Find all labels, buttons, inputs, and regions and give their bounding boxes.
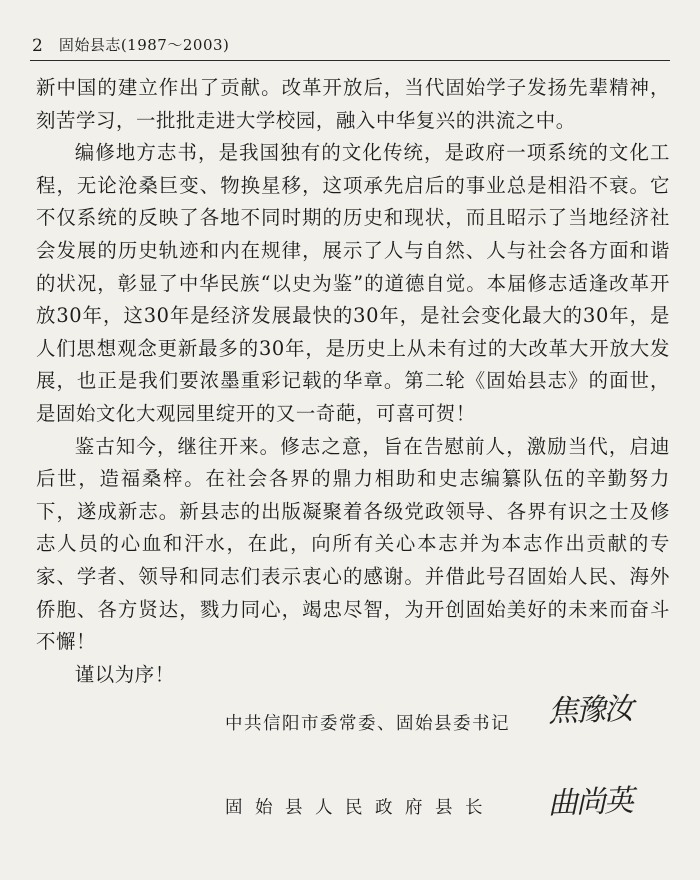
paragraph: 鉴古知今，继往开来。修志之意，旨在告慰前人，激励当代，启迪后世，造福桑梓。在社会各界的鼎力相助和史志编纂队伍的辛勤努力下，遂成新志。新县志的出版凝聚着各级党政领导、各界有识之士及修志人员的心血和汗水，在此，向所有关心本志并为本志作出贡献的专家、学者、领导和同志们表示衷心的感谢。并借此号召固始人民、海外侨胞、各方贤达，戮力同心，竭忠尽智，为开创固始美好的未来而奋斗不懈！: [36, 434, 670, 654]
signatory-title: 固始县人民政府县长: [225, 798, 495, 818]
paragraph-continued: 新中国的建立作出了贡献。改革开放后，当代固始学子发扬先辈精神，刻苦学习，一批批走进大学校园，融入中华复兴的洪流之中。: [36, 76, 670, 132]
running-header: [30, 32, 670, 61]
signatory-title: 中共信阳市委常委、固始县委书记: [225, 714, 510, 734]
paragraph: 编修地方志书，是我国独有的文化传统，是政府一项系统的文化工程，无论沧桑巨变、物换星移，这项承先启后的事业总是相沿不衰。它不仅系统的反映了各地不同时期的历史和现状，而且昭示了当地经济社会发展的历史轨迹和内在规律，展示了人与自然、人与社会各方面和谐的状况，彰显了中华民族“以史为鉴”的道德自觉。本届修志适逢改革开放30年，这30年是经济发展最快的30年，是社会变化最大的30年，是人们思想观念更新最多的30年，是历史上从未有过的大改革大开放大发展，也正是我们要浓墨重彩记载的华章。第二轮《固始县志》的面世，是固始文化大观园里绽开的又一奇葩，可喜可贺！: [36, 141, 670, 425]
signature-block-party-secretary: [0, 691, 700, 760]
preface-body: [36, 72, 670, 691]
book-title: 固始县志(1987～2003): [58, 36, 230, 54]
page-number: 2: [32, 36, 43, 56]
handwritten-signature: 焦豫汝: [547, 691, 633, 730]
signature-block-county-head: [0, 783, 700, 848]
closing-line: 谨以为序！: [74, 662, 175, 686]
handwritten-signature: 曲尚英: [547, 783, 633, 822]
